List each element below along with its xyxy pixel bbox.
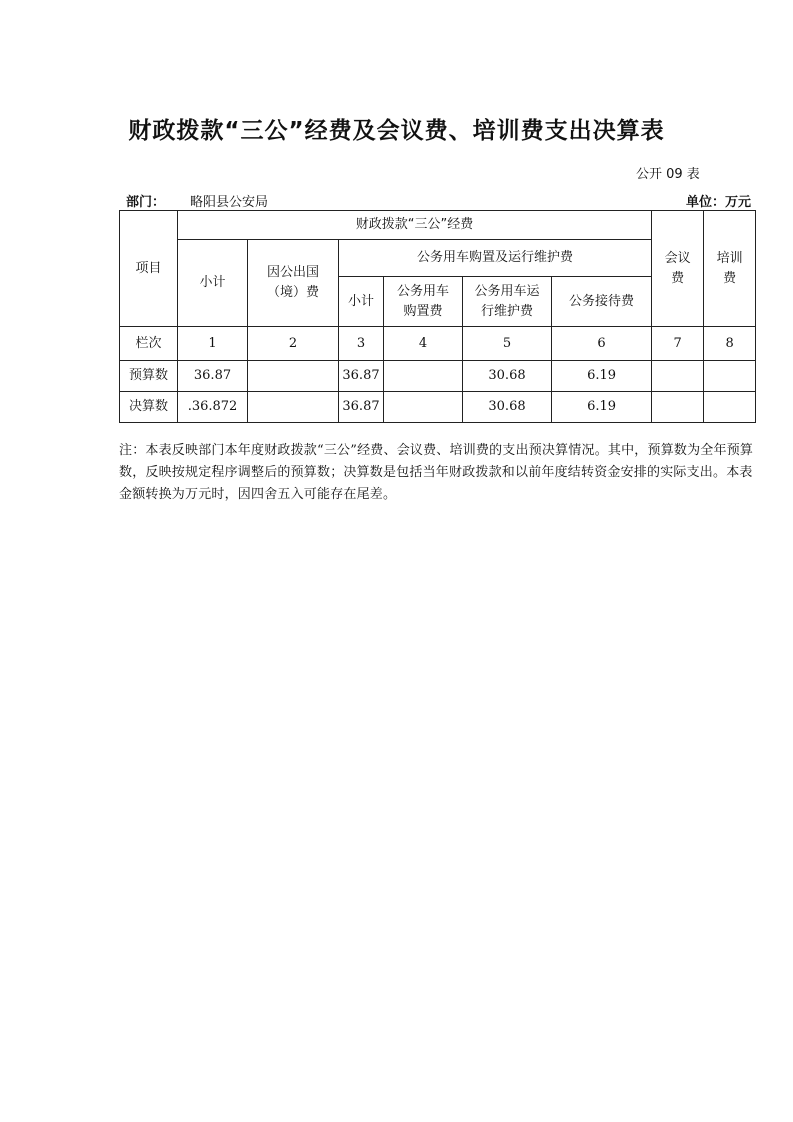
header-meeting: [652, 211, 704, 327]
header-three-public: 财政拨款“三公”经费: [178, 211, 652, 240]
table-cell: 36.87: [339, 361, 384, 392]
row-label: 栏次: [120, 327, 178, 361]
table-cell: 6.19: [552, 361, 652, 392]
table-cell: 7: [652, 327, 704, 361]
unit-label: 单位：万元: [686, 195, 752, 210]
table-cell: [248, 392, 339, 423]
header-training: [704, 211, 756, 327]
table-cell: 5: [463, 327, 552, 361]
table-cell: [704, 392, 756, 423]
department: [126, 191, 269, 210]
table-cell: 1: [178, 327, 248, 361]
header-abroad-line1: 因公出国: [266, 265, 319, 280]
header-training-line1: 培训: [716, 250, 743, 266]
header-vehicle-run-line1: 公务用车运: [474, 283, 540, 299]
header-meeting-line1: 会议: [664, 250, 691, 266]
row-label: 决算数: [120, 392, 178, 423]
table-cell: 3: [339, 327, 384, 361]
header-abroad-line2: （境）费: [266, 285, 319, 300]
header-reception: 公务接待费: [552, 277, 652, 327]
table-cell: [652, 392, 704, 423]
expense-table: [119, 210, 756, 423]
table-cell: 36.87: [339, 392, 384, 423]
header-abroad: [248, 240, 339, 327]
table-cell: [384, 392, 463, 423]
department-label: 部门：: [126, 195, 166, 210]
table-cell: 6: [552, 327, 652, 361]
row-label: 预算数: [120, 361, 178, 392]
header-meeting-line2: 费: [671, 270, 685, 286]
table-cell: 4: [384, 327, 463, 361]
header-training-line2: 费: [723, 270, 737, 286]
table-cell: .36.872: [178, 392, 248, 423]
header-vehicle-purchase-line1: 公务用车: [396, 283, 449, 299]
table-cell: [704, 361, 756, 392]
header-item: 项目: [120, 211, 178, 327]
table-cell: 6.19: [552, 392, 652, 423]
table-cell: [384, 361, 463, 392]
page-title: 财政拨款“三公”经费及会议费、培训费支出决算表: [128, 118, 665, 144]
header-vehicle-purchase: [384, 277, 463, 327]
table-cell: 8: [704, 327, 756, 361]
header-vehicle-subtotal: 小计: [339, 277, 384, 327]
form-number: 公开 09 表: [636, 167, 700, 182]
header-vehicle-run: [463, 277, 552, 327]
table-cell: [248, 361, 339, 392]
header-vehicle-purchase-line2: 购置费: [403, 303, 443, 319]
table-cell: 2: [248, 327, 339, 361]
table-cell: [652, 361, 704, 392]
table-cell: 36.87: [178, 361, 248, 392]
table-cell: 30.68: [463, 392, 552, 423]
header-vehicle-run-line2: 行维护费: [480, 303, 533, 319]
footnote: 注：本表反映部门本年度财政拨款“三公”经费、会议费、培训费的支出预决算情况。其中，预算数为全年预算数，反映按规定程序调整后的预算数；决算数是包括当年财政拨款和以前年度结转资金安排的实际支出。本表金额转换为万元时，因四舍五入可能存在尾差。: [119, 443, 754, 502]
header-vehicle: 公务用车购置及运行维护费: [339, 240, 652, 277]
department-value: 略阳县公安局: [190, 195, 269, 210]
header-subtotal: 小计: [178, 240, 248, 327]
table-cell: 30.68: [463, 361, 552, 392]
